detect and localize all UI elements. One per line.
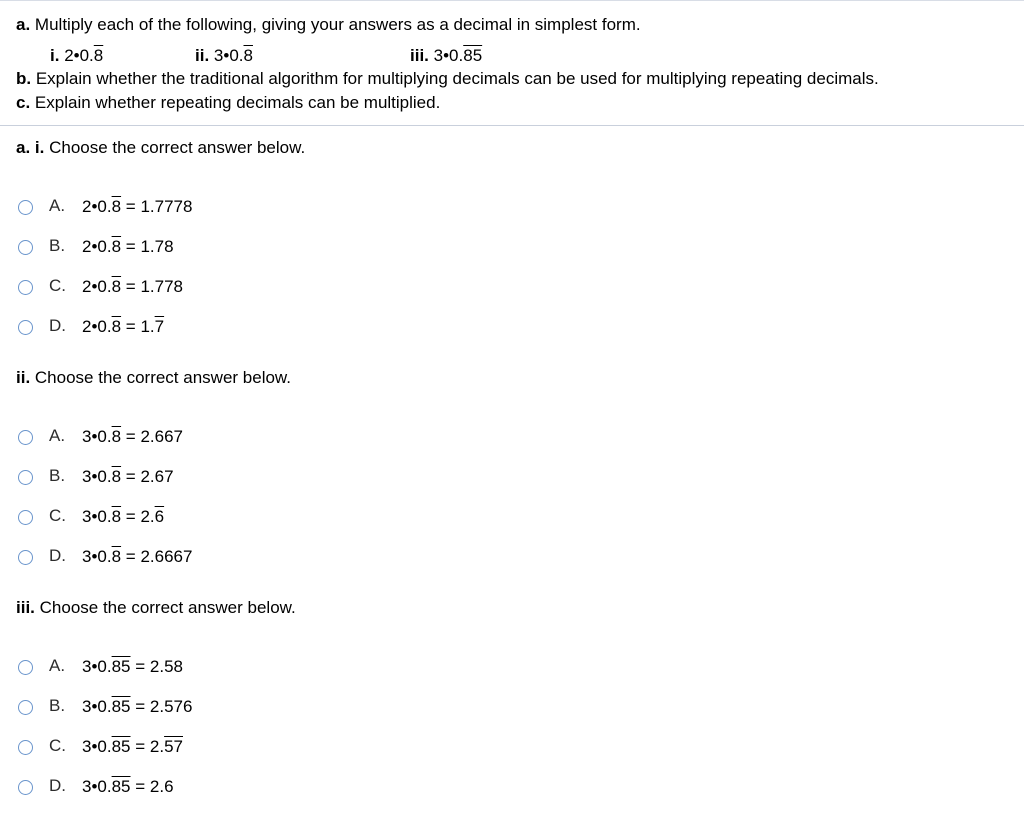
part-a-i-text: Choose the correct answer below. <box>49 138 306 157</box>
sub-item-ii-repeat: 8 <box>243 46 253 65</box>
radio-button[interactable] <box>18 200 33 215</box>
option-letter: B. <box>49 696 66 715</box>
option-letter: B. <box>49 466 66 485</box>
option-letter: D. <box>49 776 66 795</box>
question-c <box>16 93 440 113</box>
sub-item-iii-pre: 3•0. <box>433 46 464 65</box>
question-b-text: Explain whether the traditional algorithm for multiplying decimals can be used for multiplying repeating decimals. <box>35 69 879 88</box>
part-iii-prompt <box>16 598 296 618</box>
option-expression: 3•0.85 = 2.58 <box>82 657 183 676</box>
radio-button[interactable] <box>18 660 33 675</box>
option-letter: C. <box>49 276 66 295</box>
separator <box>0 125 1024 126</box>
sub-item-i-pre: 2•0. <box>64 46 94 65</box>
part-ii-option-c[interactable] <box>18 505 165 529</box>
sub-item-ii-label: ii. <box>195 46 210 65</box>
part-ii-option-a[interactable] <box>18 425 183 449</box>
part-iii-option-b[interactable] <box>18 695 193 719</box>
top-border <box>0 0 1024 1</box>
part-ii-label: ii. <box>16 368 31 387</box>
option-expression: 3•0.8 = 2.6667 <box>82 547 193 566</box>
part-iii-text: Choose the correct answer below. <box>39 598 296 617</box>
sub-item-iii-label: iii. <box>410 46 429 65</box>
question-b <box>16 69 879 89</box>
question-c-label: c. <box>16 93 31 112</box>
option-expression: 3•0.85 = 2.6 <box>82 777 174 796</box>
part-ii-option-d[interactable] <box>18 545 193 569</box>
option-letter: D. <box>49 316 66 335</box>
sub-item-i <box>50 46 103 66</box>
radio-button[interactable] <box>18 780 33 795</box>
part-a-i-option-d[interactable] <box>18 315 165 339</box>
sub-item-i-repeat: 8 <box>93 46 104 65</box>
part-a-i-option-a[interactable] <box>18 195 193 219</box>
option-letter: C. <box>49 506 66 525</box>
radio-button[interactable] <box>18 740 33 755</box>
option-expression: 2•0.8 = 1.78 <box>82 237 174 256</box>
part-ii-prompt <box>16 368 291 388</box>
part-a-i-option-b[interactable] <box>18 235 174 259</box>
question-a <box>16 15 641 35</box>
question-c-text: Explain whether repeating decimals can be multiplied. <box>34 93 441 112</box>
part-ii-text: Choose the correct answer below. <box>34 368 291 387</box>
part-a-i-prompt <box>16 138 305 158</box>
radio-button[interactable] <box>18 430 33 445</box>
option-expression: 3•0.8 = 2.667 <box>82 427 183 446</box>
option-letter: C. <box>49 736 66 755</box>
option-letter: A. <box>49 426 66 445</box>
sub-item-iii-repeat: 85 <box>463 46 483 65</box>
option-expression: 2•0.8 = 1.7778 <box>82 197 193 216</box>
question-a-label: a. <box>16 15 31 34</box>
part-ii-option-b[interactable] <box>18 465 174 489</box>
radio-button[interactable] <box>18 700 33 715</box>
option-expression: 3•0.85 = 2.57 <box>82 737 183 756</box>
part-iii-label: iii. <box>16 598 35 617</box>
sub-item-iii <box>410 46 482 66</box>
option-letter: A. <box>49 196 66 215</box>
part-a-i-option-c[interactable] <box>18 275 183 299</box>
sub-item-i-label: i. <box>50 46 60 65</box>
question-a-text: Multiply each of the following, giving your answers as a decimal in simplest form. <box>34 15 641 34</box>
radio-button[interactable] <box>18 240 33 255</box>
sub-item-ii <box>195 46 253 66</box>
radio-button[interactable] <box>18 550 33 565</box>
option-letter: A. <box>49 656 66 675</box>
radio-button[interactable] <box>18 510 33 525</box>
radio-button[interactable] <box>18 470 33 485</box>
sub-item-ii-pre: 3•0. <box>213 46 244 65</box>
radio-button[interactable] <box>18 320 33 335</box>
part-a-i-label: a. i. <box>16 138 45 157</box>
part-iii-option-d[interactable] <box>18 775 174 799</box>
option-expression: 3•0.85 = 2.576 <box>82 697 193 716</box>
radio-button[interactable] <box>18 280 33 295</box>
part-iii-option-a[interactable] <box>18 655 183 679</box>
part-iii-option-c[interactable] <box>18 735 183 759</box>
option-expression: 3•0.8 = 2.67 <box>82 467 174 486</box>
option-expression: 2•0.8 = 1.7 <box>82 317 165 336</box>
option-expression: 2•0.8 = 1.778 <box>82 277 183 296</box>
option-letter: D. <box>49 546 66 565</box>
option-letter: B. <box>49 236 66 255</box>
option-expression: 3•0.8 = 2.6 <box>82 507 165 526</box>
question-b-label: b. <box>16 69 32 88</box>
